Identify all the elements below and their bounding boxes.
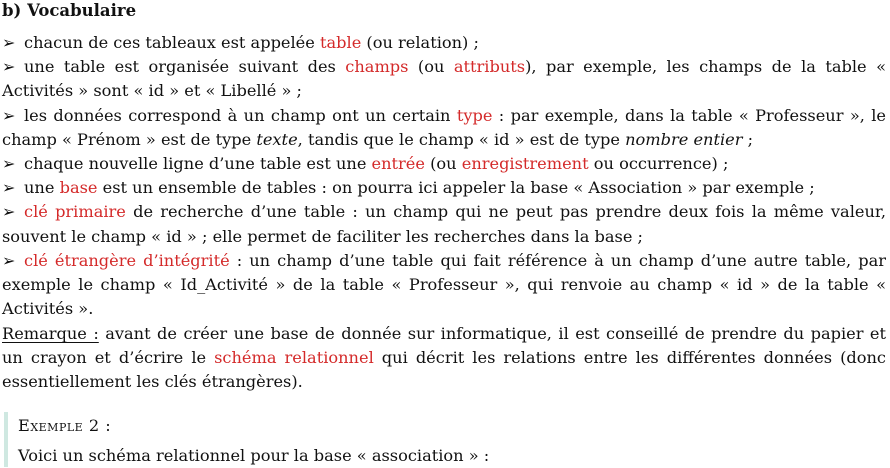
arrow-bullet-icon: ➢ [2, 178, 16, 198]
arrow-bullet-icon: ➢ [2, 250, 16, 270]
text-run: , tandis que le champ « id » est de type [297, 129, 626, 149]
example-title: Exemple 2 : [18, 416, 112, 435]
text-run: une table est organisée suivant des [24, 57, 346, 77]
section-heading: b) Vocabulaire [2, 1, 137, 20]
key-term: entrée [371, 154, 425, 174]
arrow-bullet-icon: ➢ [2, 202, 16, 222]
key-term: clé primaire [24, 202, 126, 222]
text-run: chaque nouvelle ligne d’une table est une [24, 154, 372, 174]
arrow-bullet-icon: ➢ [2, 57, 16, 77]
arrow-bullet-icon: ➢ [2, 154, 16, 174]
text-run: les données correspond à un champ ont un certain [24, 105, 457, 125]
key-term: enregistrement [461, 154, 589, 174]
list-item [2, 104, 886, 152]
key-term: table [320, 33, 362, 52]
list-item [2, 152, 886, 176]
text-run: (ou relation) ; [361, 33, 479, 52]
text-run: chacun de ces tableaux est appelée [24, 33, 320, 52]
list-item [2, 200, 886, 248]
key-term: attributs [453, 57, 526, 77]
key-term: clé étrangère d’intégrité [24, 250, 230, 270]
list-item [2, 249, 886, 322]
key-term: schéma relationnel [214, 348, 374, 368]
text-run: est un ensemble de tables : on pourra ici appeler la base « Association » par exemple ; [97, 178, 815, 198]
text-run: ou occurrence) ; [588, 154, 729, 174]
example-accent-bar [4, 412, 8, 467]
text-run: ), par exemple, les champs de la table « Activités » sont « id » et « Libellé » ; [2, 57, 887, 101]
arrow-bullet-icon: ➢ [2, 33, 16, 52]
list-item [2, 55, 886, 103]
text-run: avant de créer une base de donnée sur informatique, il est conseillé de prendre du papier et un crayon et d’écrire le [2, 324, 886, 368]
vocabulary-list [2, 31, 886, 321]
text-run: : un champ d’une table qui fait référence à un champ d’une autre table, par exemple le champ « Id_Activité » de la table « Professeur », qui renvoie au champ « id » de la table « Activités ». [2, 250, 886, 319]
text-run: (ou [424, 154, 462, 174]
example-text: Voici un schéma relationnel pour la base « association » : [18, 446, 490, 465]
list-item [2, 31, 886, 55]
text-run: : par exemple, dans la table « Professeur », le champ « Prénom » est de type [2, 105, 886, 149]
text-run: qui décrit les relations entre les différentes données (donc essentiellement les clés étrangères). [2, 348, 886, 392]
arrow-bullet-icon: ➢ [2, 105, 16, 125]
key-term: champs [345, 57, 409, 77]
text-run: une [24, 178, 60, 198]
type-name: texte [256, 129, 298, 149]
remark-text [2, 324, 886, 391]
remark-paragraph [2, 322, 886, 395]
text-run: de recherche d’une table : un champ qui ne peut pas prendre deux fois la même valeur, souvent le champ « id » ; elle permet de faciliter les recherches dans la base ; [2, 202, 886, 246]
key-term: base [59, 178, 98, 198]
text-run: ; [742, 129, 754, 149]
key-term: type [456, 105, 493, 125]
text-run: (ou [408, 57, 454, 77]
remark-label: Remarque : [2, 324, 99, 343]
list-item [2, 176, 886, 200]
type-name: nombre entier [625, 129, 743, 149]
